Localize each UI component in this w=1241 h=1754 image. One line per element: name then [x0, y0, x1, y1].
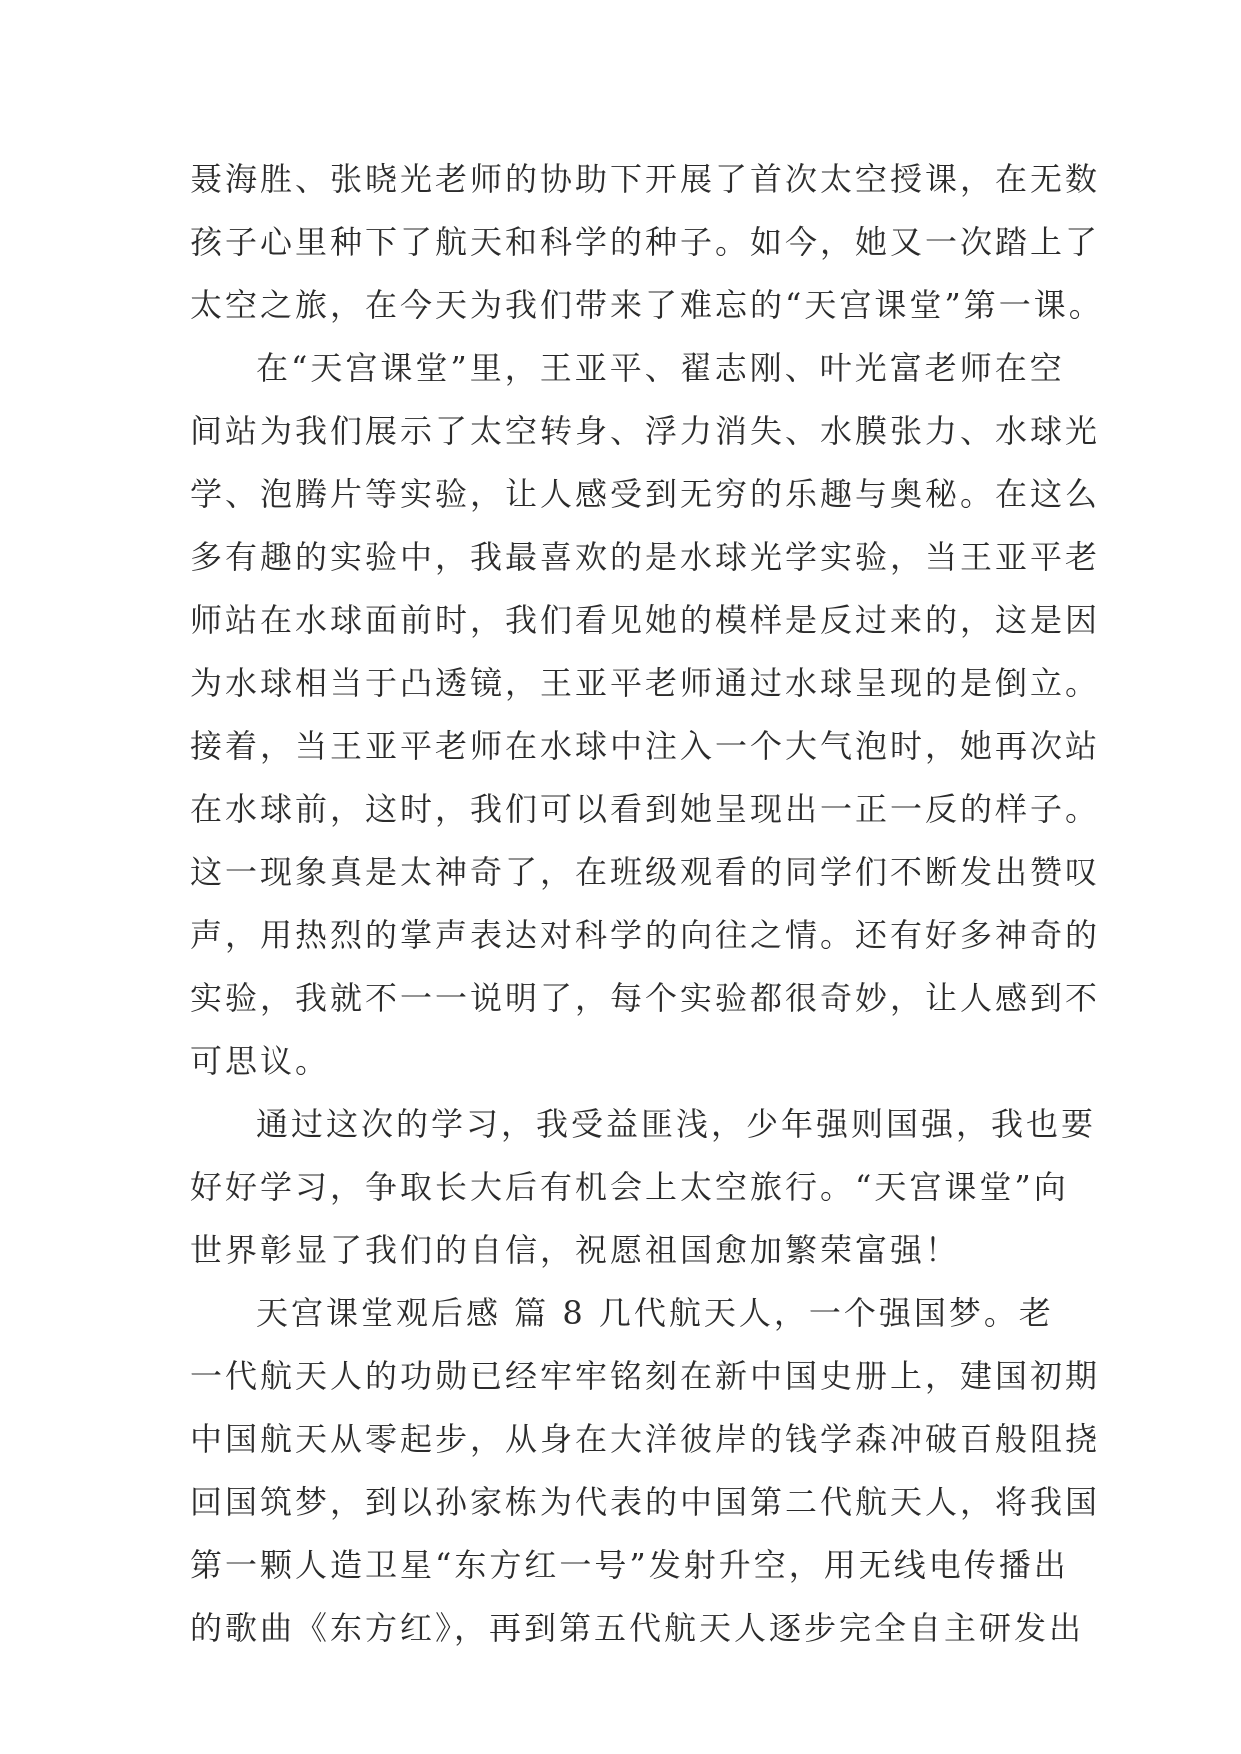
text-line: 学、泡腾片等实验，让人感受到无穷的乐趣与奥秘。在这么 [190, 475, 1101, 513]
text-line: 太空之旅，在今天为我们带来了难忘的“天宫课堂”第一课。 [190, 286, 1104, 324]
text-line: 中国航天从零起步，从身在大洋彼岸的钱学森冲破百般阻挠 [190, 1420, 1101, 1458]
text-line: 师站在水球面前时，我们看见她的模样是反过来的，这是因 [190, 601, 1101, 639]
text-line: 聂海胜、张晓光老师的协助下开展了首次太空授课，在无数 [190, 160, 1101, 198]
text-line: 接着，当王亚平老师在水球中注入一个大气泡时，她再次站 [190, 727, 1101, 765]
text-line: 为水球相当于凸透镜，王亚平老师通过水球呈现的是倒立。 [190, 664, 1101, 702]
text-line: 世界彰显了我们的自信，祝愿祖国愈加繁荣富强！ [190, 1231, 961, 1269]
text-line: 天宫课堂观后感 篇 8 几代航天人，一个强国梦。老 [256, 1294, 1054, 1332]
text-line: 间站为我们展示了太空转身、浮力消失、水膜张力、水球光 [190, 412, 1101, 450]
text-line: 回国筑梦，到以孙家栋为代表的中国第二代航天人，将我国 [190, 1483, 1101, 1521]
text-line: 的歌曲《东方红》，再到第五代航天人逐步完全自主研发出 [190, 1609, 1085, 1647]
text-line: 可思议。 [190, 1042, 331, 1080]
text-line: 好好学习，争取长大后有机会上太空旅行。“天宫课堂”向 [190, 1168, 1069, 1206]
text-line: 在水球前，这时，我们可以看到她呈现出一正一反的样子。 [190, 790, 1101, 828]
text-line: 声，用热烈的掌声表达对科学的向往之情。还有好多神奇的 [190, 916, 1101, 954]
text-line: 孩子心里种下了航天和科学的种子。如今，她又一次踏上了 [190, 223, 1101, 261]
text-line: 在“天宫课堂”里，王亚平、翟志刚、叶光富老师在空 [256, 349, 1065, 387]
text-line: 实验，我就不一一说明了，每个实验都很奇妙，让人感到不 [190, 979, 1101, 1017]
body-text [190, 148, 1104, 1660]
text-line: 第一颗人造卫星“东方红一号”发射升空，用无线电传播出 [190, 1546, 1069, 1584]
text-line: 一代航天人的功勋已经牢牢铭刻在新中国史册上，建国初期 [190, 1357, 1101, 1395]
text-line: 多有趣的实验中，我最喜欢的是水球光学实验，当王亚平老 [190, 538, 1101, 576]
text-line: 通过这次的学习，我受益匪浅，少年强则国强，我也要 [256, 1105, 1097, 1143]
text-line: 这一现象真是太神奇了，在班级观看的同学们不断发出赞叹 [190, 853, 1101, 891]
